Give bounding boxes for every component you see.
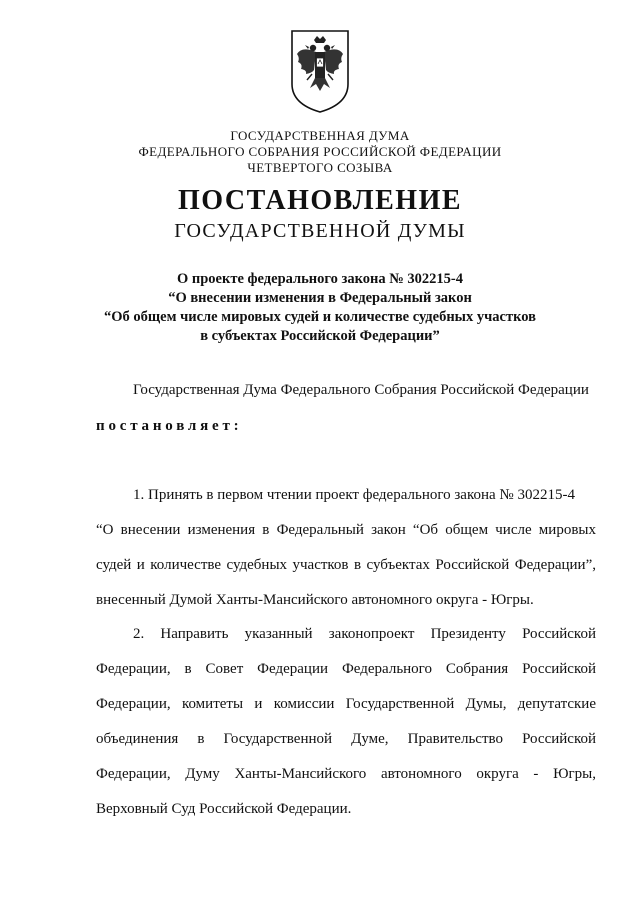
paragraph-line: Федерации, в Совет Федерации Федерального Собрания Российской [96,661,596,677]
org-line: ЧЕТВЕРТОГО СОЗЫВА [247,160,393,175]
org-line: ФЕДЕРАЛЬНОГО СОБРАНИЯ РОССИЙСКОЙ ФЕДЕРАЦИИ [138,144,502,159]
paragraph-line: Верховный Суд Российской Федерации. [96,801,352,817]
subject-line: О проекте федерального закона № 302215-4 [176,271,464,287]
document-type-title: ПОСТАНОВЛЕНИЕ [177,185,463,216]
paragraph-line: 1. Принять в первом чтении проект федерального закона № 302215-4 [133,487,575,503]
paragraph-line: Федерации, Думу Ханты-Мансийского автономного округа - Югры, [96,766,596,782]
paragraph-line: Федерации, комитеты и комиссии Государственной Думы, депутатские [96,696,596,712]
paragraph-line: внесенный Думой Ханты-Мансийского автономного округа - Югры. [96,592,534,608]
paragraph-line: 2. Направить указанный законопроект Президенту Российской [133,626,596,642]
preamble-text: Государственная Дума Федерального Собрания Российской Федерации [133,382,589,398]
document-subject [0,270,640,346]
paragraph-line: “О внесении изменения в Федеральный закон “Об общем числе мировых [96,522,596,538]
paragraph-line: объединения в Государственной Думе, Правительство Российской [96,731,596,747]
subject-line: в субъектах Российской Федерации” [200,328,440,344]
subject-line: “О внесении изменения в Федеральный закон [168,290,472,306]
paragraph-line: судей и количестве судебных участков в субъектах Российской Федерации”, [96,557,596,573]
org-line: ГОСУДАРСТВЕННАЯ ДУМА [230,128,410,143]
coat-of-arms-icon [288,28,352,114]
document-issuer-title: ГОСУДАРСТВЕННОЙ ДУМЫ [174,220,466,242]
issuing-organization [0,128,640,176]
subject-line: “Об общем числе мировых судей и количестве судебных участков [104,309,536,325]
resolves-word: постановляет: [96,418,243,434]
